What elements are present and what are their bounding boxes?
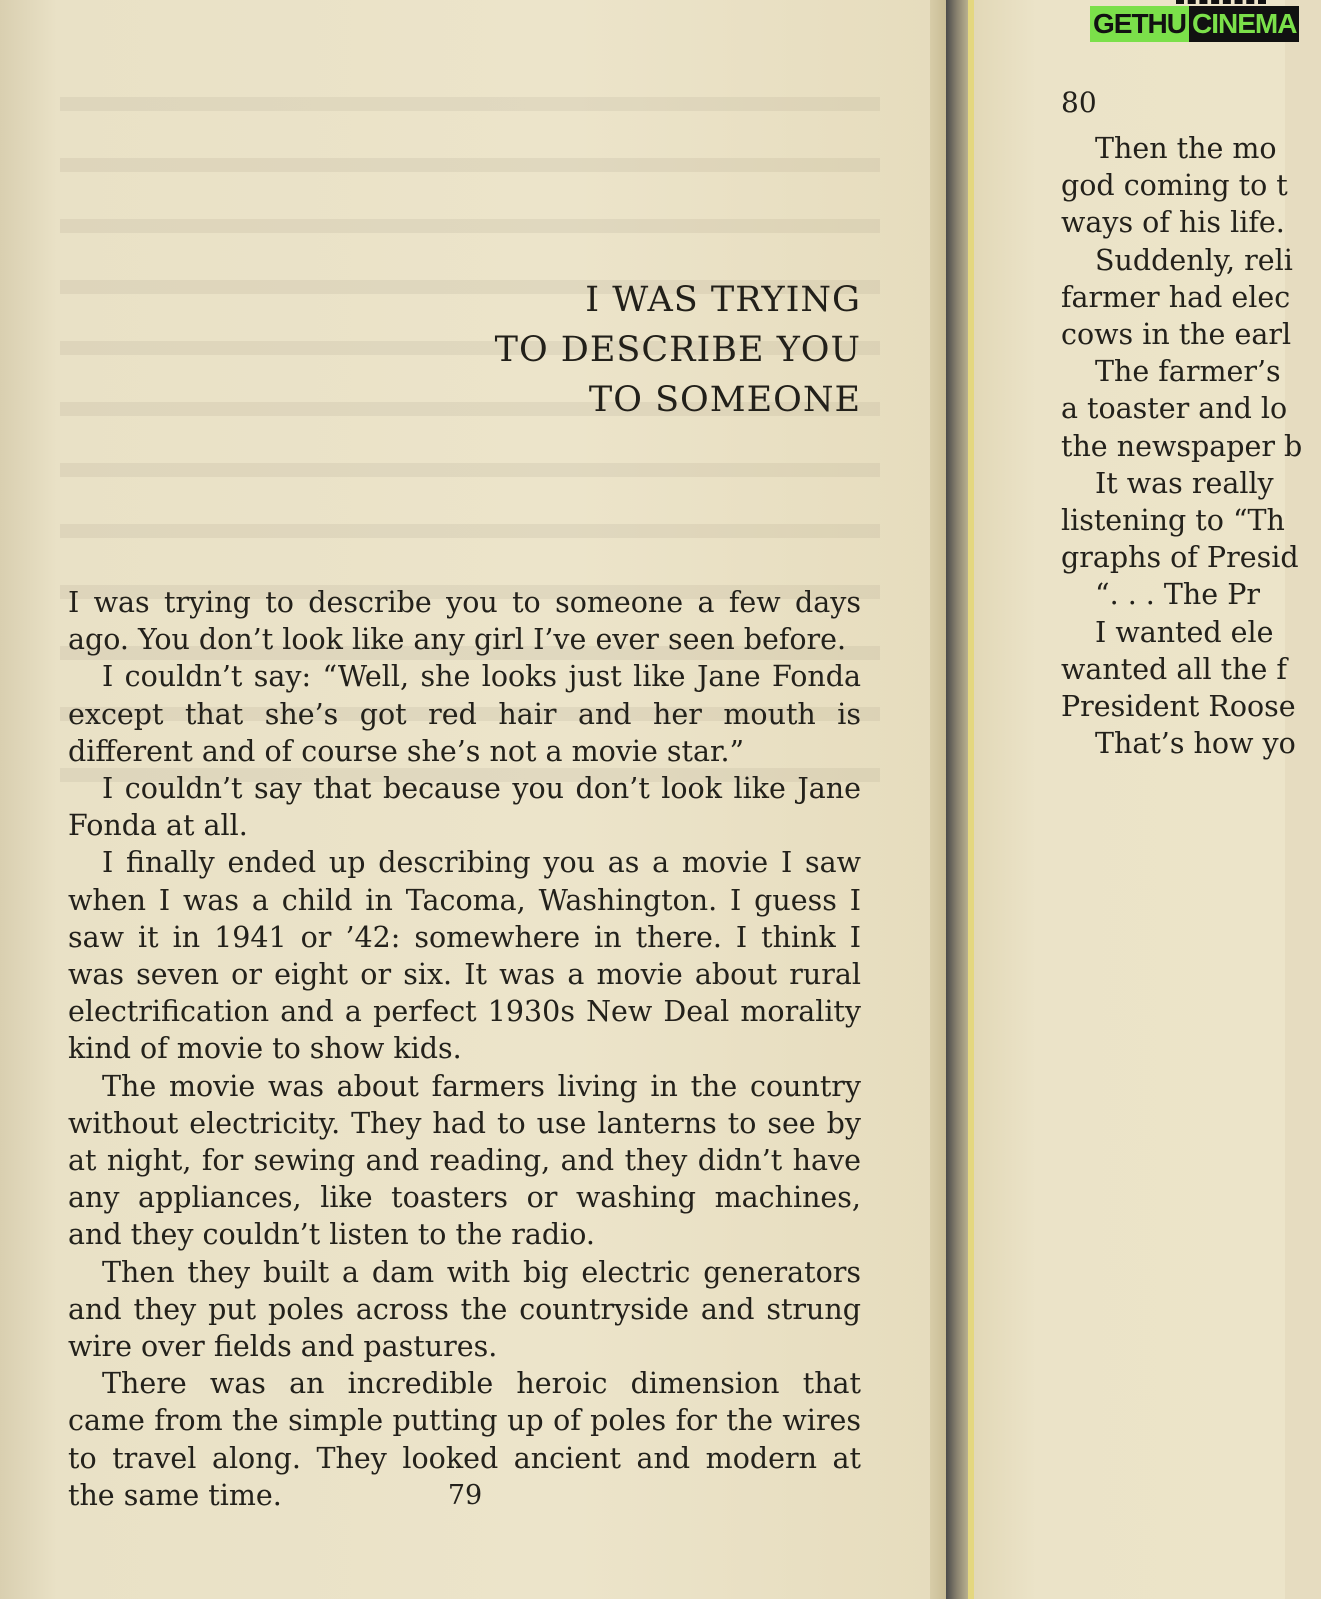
text-line: god coming to t (1061, 169, 1288, 203)
paragraph: I couldn’t say: “Well, she looks just like Jane Fonda except that she’s got red hair and her mouth is different and of course she’s not a movie star.” (68, 660, 861, 768)
text-line: Then the mo (1095, 132, 1277, 165)
paragraph: I was trying to describe you to someone a few days ago. You don’t look like any girl I’ve ever seen before. (68, 586, 861, 657)
text-line: That’s how yo (1095, 727, 1296, 761)
paragraph: I finally ended up describing you as a movie I saw when I was a child in Tacoma, Washington. I guess I saw it in 1941 or ’42: somewhere in there. I think I was seven or eight or six. It was a movie about rural electrification and a perfect 1930s New Deal morality kind of movie to show kids. (68, 846, 861, 1066)
watermark-text: CINEMA (1189, 6, 1299, 42)
text-line: It was really (1095, 466, 1274, 500)
text-line: ways of his life. (1061, 206, 1285, 240)
text-line: The farmer’s (1095, 355, 1281, 389)
text-line: cows in the earl (1061, 318, 1292, 352)
text-line: President Roose (1061, 690, 1296, 724)
watermark-text: GETHU (1090, 6, 1189, 42)
paragraph: I couldn’t say that because you don’t look like Jane Fonda at all. (68, 772, 861, 843)
title-line: TO DESCRIBE YOU (494, 330, 861, 370)
page-number-left: 79 (447, 1480, 483, 1511)
paragraph: Then they built a dam with big electric generators and they put poles across the countryside and strung wire over fields and pastures. (68, 1255, 861, 1364)
text-line: wanted all the f (1061, 652, 1287, 686)
text-line: listening to “Th (1061, 504, 1285, 538)
film-strip-icon (1176, 0, 1266, 16)
text-line: Suddenly, reli (1095, 243, 1293, 277)
text-line: graphs of Presid (1061, 541, 1299, 575)
text-line: “. . . The Pr (1095, 578, 1261, 612)
page-edge (930, 0, 946, 1599)
text-line: a toaster and lo (1061, 392, 1288, 426)
right-page-body (1061, 130, 1321, 762)
paragraph: The movie was about farmers living in the country without electricity. They had to use lanterns to see by at night, for sewing and reading, and they didn’t have any appliances, like toasters or washing machines, and they couldn’t listen to the radio. (68, 1069, 861, 1252)
text-line: the newspaper b (1061, 429, 1303, 463)
chapter-title (300, 275, 861, 425)
paragraph: There was an incredible heroic dimension that came from the simple putting up of poles for the wires to travel along. They looked ancient and modern at the same time. (68, 1367, 861, 1512)
title-line: TO SOMEONE (588, 380, 861, 420)
title-line: I WAS TRYING (585, 280, 861, 320)
left-page-body (68, 584, 861, 1514)
text-line: farmer had elec (1061, 280, 1291, 314)
page-number-right: 80 (1061, 86, 1097, 119)
text-line: I wanted ele (1095, 615, 1274, 649)
book-gutter (946, 0, 968, 1599)
